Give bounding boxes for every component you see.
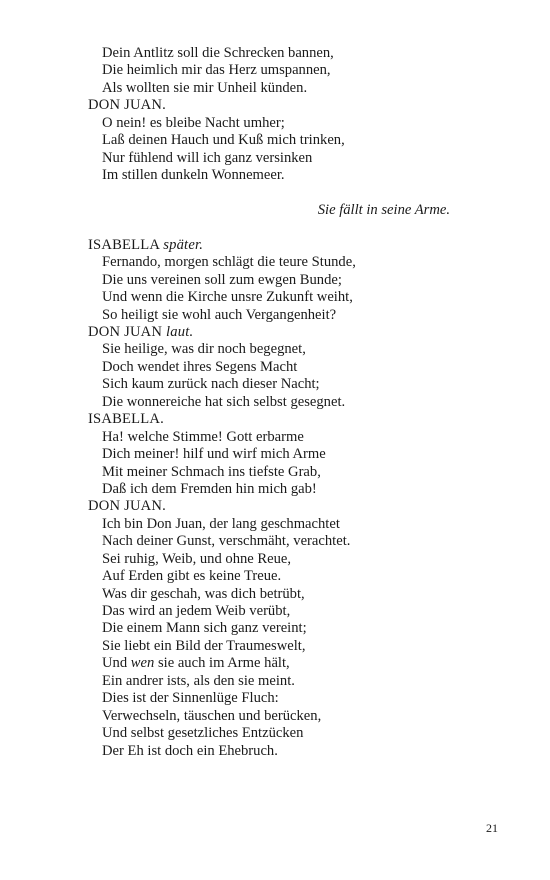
verse-text: Die einem Mann sich ganz vereint;	[102, 620, 307, 637]
verse-text: sie auch im Arme hält,	[154, 655, 290, 672]
verse-text: Verwechseln, täuschen und berücken,	[102, 707, 322, 724]
speaker-direction: später.	[163, 236, 204, 253]
verse-line	[88, 725, 508, 742]
page-number: 21	[486, 821, 498, 835]
verse-text: Ich bin Don Juan, der lang geschmachtet	[102, 515, 340, 532]
verse-text: Und selbst gesetzliches Entzücken	[102, 725, 304, 742]
verse-text: Nach deiner Gunst, verschmäht, verachtet.	[102, 533, 351, 550]
verse-text: Im stillen dunkeln Wonnemeer.	[102, 167, 285, 184]
verse-line	[88, 341, 508, 358]
speaker-heading	[88, 237, 508, 254]
verse-text: Daß ich dem Fremden hin mich gab!	[102, 480, 317, 497]
verse-text: Mit meiner Schmach ins tiefste Grab,	[102, 463, 321, 480]
verse-text: O nein! es bleibe Nacht umher;	[102, 114, 285, 131]
speaker-name: ISABELLA.	[88, 411, 164, 428]
verse-text: Der Eh ist doch ein Ehebruch.	[102, 742, 278, 759]
verse-line	[88, 289, 508, 306]
speaker-heading	[88, 97, 508, 114]
verse-line	[88, 429, 508, 446]
speaker-name: DON JUAN.	[88, 97, 167, 114]
verse-text: So heiligt sie wohl auch Vergangenheit?	[102, 306, 337, 323]
verse-line	[88, 376, 508, 393]
verse-line	[88, 45, 508, 62]
verse-text: Was dir geschah, was dich betrübt,	[102, 585, 305, 602]
stage-direction	[88, 202, 508, 219]
verse-line	[88, 533, 508, 550]
verse-line	[88, 464, 508, 481]
verse-text: Als wollten sie mir Unheil künden.	[102, 79, 308, 96]
speaker-name: DON JUAN.	[88, 498, 167, 515]
speaker-heading	[88, 498, 508, 515]
verse-line	[88, 603, 508, 620]
verse-text: Dein Antlitz soll die Schrecken bannen,	[102, 45, 334, 61]
verse-line	[88, 394, 508, 411]
verse-text: Das wird an jedem Weib verübt,	[102, 603, 291, 619]
verse-text: Die uns vereinen soll zum ewgen Bunde;	[102, 271, 342, 288]
verse-line	[88, 272, 508, 289]
verse-line	[88, 254, 508, 271]
speaker-name: ISABELLA	[88, 236, 160, 253]
verse-text: Ha! welche Stimme! Gott erbarme	[102, 428, 304, 445]
verse-text: Dies ist der Sinnenlüge Fluch:	[102, 690, 279, 707]
verse-text: Ein andrer ists, als den sie meint.	[102, 672, 295, 689]
verse-line	[88, 638, 508, 655]
verse-line	[88, 307, 508, 324]
blank-line	[88, 185, 508, 202]
speaker-heading	[88, 324, 508, 341]
stage-text: Sie fällt in seine Arme.	[317, 201, 450, 218]
verse-line	[88, 359, 508, 376]
verse-line	[88, 115, 508, 132]
verse-text: Laß deinen Hauch und Kuß mich trinken,	[102, 132, 345, 149]
verse-line	[88, 655, 508, 672]
verse-line	[88, 446, 508, 463]
verse-text: Nur fühlend will ich ganz versinken	[102, 149, 313, 166]
verse-text: Doch wendet ihres Segens Macht	[102, 358, 298, 375]
verse-line	[88, 132, 508, 149]
verse-text: Und wenn die Kirche unsre Zukunft weiht,	[102, 289, 353, 306]
verse-line	[88, 690, 508, 707]
verse-line	[88, 167, 508, 184]
verse-text: Sie heilige, was dir noch begegnet,	[102, 341, 306, 358]
verse-text: Sei ruhig, Weib, und ohne Reue,	[102, 550, 292, 567]
verse-line	[88, 551, 508, 568]
speaker-heading	[88, 411, 508, 428]
verse-line	[88, 150, 508, 167]
verse-line	[88, 516, 508, 533]
blank-line	[88, 219, 508, 236]
verse-text: Auf Erden gibt es keine Treue.	[102, 568, 282, 585]
verse-text: Die heimlich mir das Herz umspannen,	[102, 62, 331, 79]
verse-line	[88, 708, 508, 725]
verse-text: Die wonnereiche hat sich selbst gesegnet.	[102, 393, 346, 410]
verse-text: Dich meiner! hilf und wirf mich Arme	[102, 446, 326, 463]
verse-line	[88, 586, 508, 603]
verse-text: Sich kaum zurück nach dieser Nacht;	[102, 376, 320, 393]
speaker-name: DON JUAN	[88, 324, 163, 340]
verse-line	[88, 80, 508, 97]
verse-line	[88, 620, 508, 637]
verse-line	[88, 481, 508, 498]
verse-line	[88, 62, 508, 79]
emphasized-word: wen	[130, 655, 155, 672]
verse-line	[88, 568, 508, 585]
verse-line	[88, 743, 508, 760]
verse-text: Und	[102, 655, 131, 672]
play-text	[88, 45, 508, 760]
verse-text: Fernando, morgen schlägt die teure Stunde,	[102, 254, 356, 271]
verse-text: Sie liebt ein Bild der Traumeswelt,	[102, 637, 306, 654]
verse-line	[88, 673, 508, 690]
speaker-direction: laut.	[166, 324, 194, 340]
